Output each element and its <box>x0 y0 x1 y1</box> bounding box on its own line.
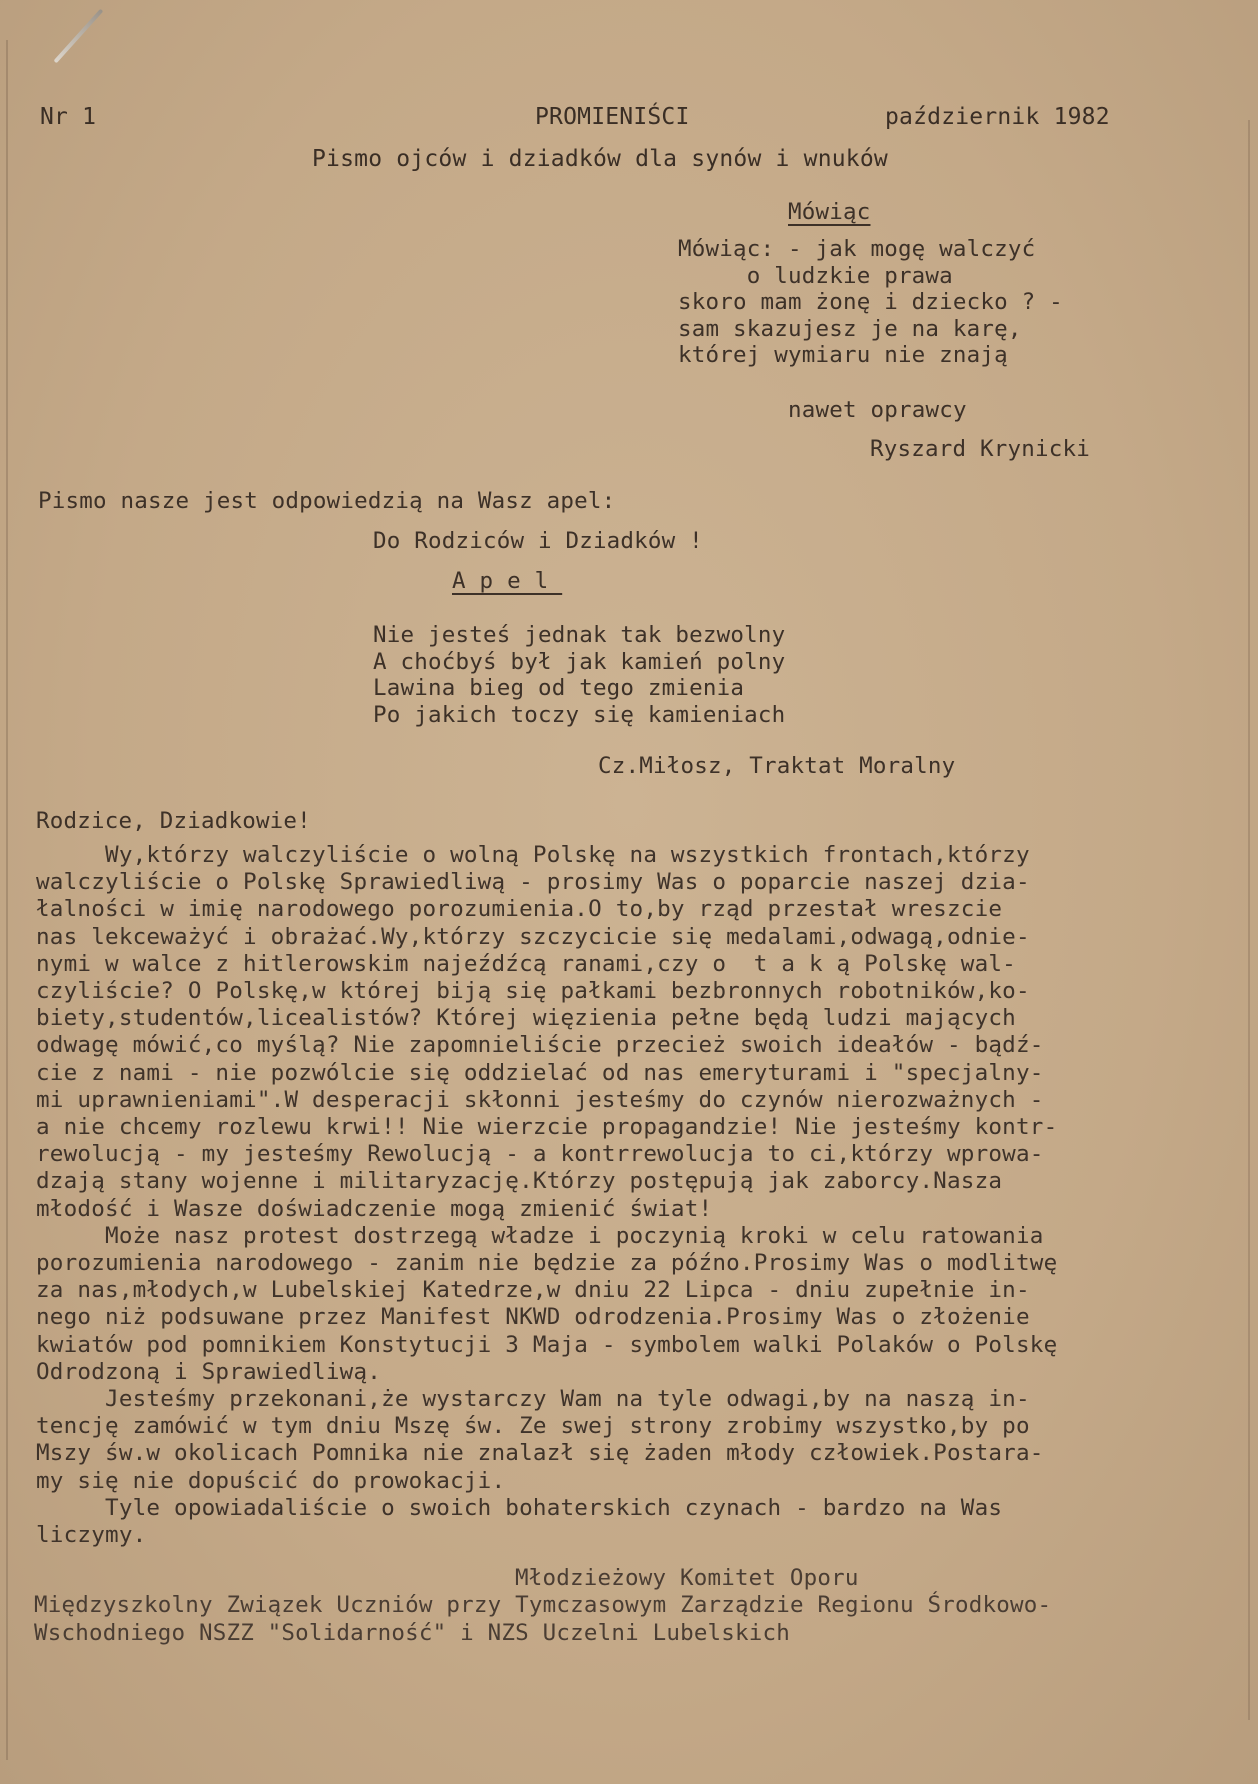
letter-line: walczyliście o Polskę Sprawiedliwą - prosimy Was o poparcie naszej dzia- <box>36 869 1030 896</box>
letter-line: Jesteśmy przekonani,że wystarczy Wam na tyle odwagi,by na naszą in- <box>36 1386 1030 1412</box>
poem-line: sam skazujesz je na karę, <box>678 315 1022 342</box>
letter-line: nego niż podsuwane przez Manifest NKWD odrodzenia.Prosimy Was o złożenie <box>36 1304 1030 1331</box>
letter-line: liczymy. <box>36 1522 147 1548</box>
letter-line: młodość i Wasze doświadczenie mogą zmienić świat! <box>36 1195 713 1222</box>
letter-line: Może nasz protest dostrzegą władze i poczynią kroki w celu ratowania <box>36 1222 1044 1249</box>
letter-line: rewolucją - my jesteśmy Rewolucją - a kontrrewolucja to ci,którzy wprowa- <box>36 1141 1044 1168</box>
letter-line: tencję zamówić w tym dniu Mszę św. Ze swej strony zrobimy wszystko,by po <box>36 1413 1030 1440</box>
letter-line: Odrodzoną i Sprawiedliwą. <box>36 1358 382 1385</box>
poem-title-apel: Apel <box>452 568 563 594</box>
issue-number: Nr 1 <box>40 104 97 130</box>
poem-title-mowiac: Mówiąc <box>788 199 871 225</box>
paper-left-edge <box>6 40 8 1760</box>
letter-line: a nie chcemy rozlewu krwi!! Nie wierzcie propagandzie! Nie jesteśmy kontr- <box>36 1114 1058 1140</box>
staple-mark <box>54 9 104 64</box>
signature-line-1: Międzyszkolny Związek Uczniów przy Tymczasowym Zarządzie Regionu Środkowo- <box>34 1592 1052 1618</box>
letter-line: nas lekceważyć i obrażać.Wy,którzy szczycicie się medalami,odwagą,odnie- <box>36 923 1030 950</box>
publication-subtitle: Pismo ojców i dziadków dla synów i wnuków <box>312 146 888 172</box>
letter-line: Mszy św.w okolicach Pomnika nie znalazł się żaden młody człowiek.Postara- <box>36 1440 1044 1467</box>
publication-title: PROMIENIŚCI <box>535 104 690 130</box>
letter-line: dzają stany wojenne i militaryzację.Którzy postępują jak zaborcy.Nasza <box>36 1168 1003 1195</box>
intro-address: Do Rodziców i Dziadków ! <box>373 528 703 554</box>
poem-line: skoro mam żonę i dziecko ? - <box>678 289 1063 315</box>
poem-line: o ludzkie prawa <box>678 262 953 289</box>
poem-line: A choćbyś był jak kamień polny <box>373 648 786 675</box>
letter-line: nymi w walce z hitlerowskim najeźdźcą ranami,czy o t a k ą Polskę wal- <box>36 950 1016 977</box>
poem-apel-author: Cz.Miłosz, Traktat Moralny <box>598 753 956 779</box>
letter-line: Wy,którzy walczyliście o wolną Polskę na wszystkich frontach,którzy <box>36 842 1030 868</box>
letter-line: Tyle opowiadaliście o swoich bohaterskich czynach - bardzo na Was <box>36 1494 1003 1521</box>
letter-line: biety,studentów,licealistów? Której więzienia pełne będą ludzi mających <box>36 1005 1016 1032</box>
letter-line: za nas,młodych,w Lubelskiej Katedrze,w dniu 22 Lipca - dniu zupełnie in- <box>36 1277 1030 1304</box>
paper-right-edge <box>1248 120 1250 1720</box>
poem-mowiac-closing: nawet oprawcy <box>788 397 967 423</box>
poem-line: której wymiaru nie znają <box>678 342 1008 368</box>
poem-line: Nie jesteś jednak tak bezwolny <box>373 622 786 648</box>
letter-salutation: Rodzice, Dziadkowie! <box>36 808 311 834</box>
letter-line: cie z nami - nie pozwólcie się oddzielać od nas emeryturami i "specjalny- <box>36 1059 1044 1086</box>
issue-date: październik 1982 <box>885 104 1110 130</box>
poem-line: Lawina bieg od tego zmienia <box>373 675 745 701</box>
intro-line: Pismo nasze jest odpowiedzią na Wasz apel: <box>38 488 616 514</box>
letter-line: my się nie dopuścić do prowokacji. <box>36 1467 506 1494</box>
poem-line: Mówiąc: - jak mogę walczyć <box>678 236 1036 262</box>
signature-committee: Młodzieżowy Komitet Oporu <box>515 1565 859 1591</box>
poem-line: Po jakich toczy się kamieniach <box>373 701 786 728</box>
letter-line: łalności w imię narodowego porozumienia.O to,by rząd przestał wreszcie <box>36 896 1003 923</box>
letter-line: porozumienia narodowego - zanim nie będzie za późno.Prosimy Was o modlitwę <box>36 1250 1058 1276</box>
poem-mowiac-author: Ryszard Krynicki <box>870 436 1090 462</box>
letter-line: mi uprawnieniami".W desperacji skłonni jesteśmy do czynów nierozważnych - <box>36 1086 1044 1113</box>
letter-line: kwiatów pod pomnikiem Konstytucji 3 Maja - symbolem walki Polaków o Polskę <box>36 1331 1058 1358</box>
signature-line-2: Wschodniego NSZZ "Solidarność" i NZS Uczelni Lubelskich <box>34 1620 791 1646</box>
letter-line: odwagę mówić,co myślą? Nie zapomnieliście przecież swoich ideałów - bądź- <box>36 1032 1044 1059</box>
letter-line: czyliście? O Polskę,w której biją się pałkami bezbronnych robotników,ko- <box>36 978 1030 1004</box>
